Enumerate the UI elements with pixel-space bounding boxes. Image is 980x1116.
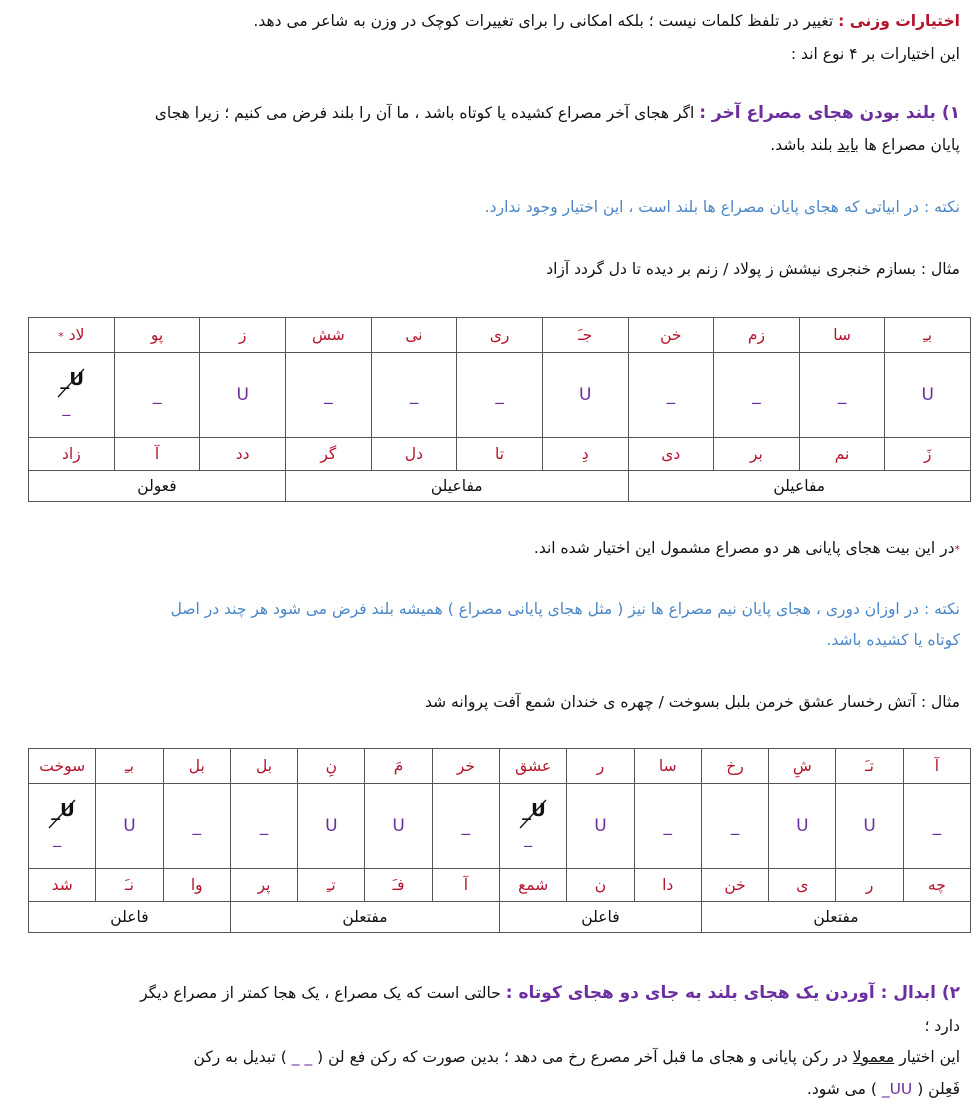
table1-mark-10 [114,353,200,438]
table2-bottom-row [29,869,971,902]
table1-bottom-8: گر [286,438,372,471]
table1-feet-row [29,471,971,502]
section2-line3 [24,1046,960,1068]
section1-text2c: بلند باشد. [770,136,833,154]
table2-bottom-8: آ [432,869,499,902]
table1-top-5: جـَ [542,318,628,353]
table2-top-10: نِ [298,749,365,784]
section1-line1 [24,102,960,124]
table2-top-7: عشق [500,749,567,784]
section2-text4a: فَعِلن ( [917,1080,960,1098]
table2-mark-2 [836,784,903,869]
table1-bottom-4: دی [628,438,714,471]
mark-short: U [863,816,876,836]
mark-long: _ [666,385,676,405]
table1-mark-8 [286,353,372,438]
section2-mark-short-short-long: UU_ [881,1080,913,1098]
table2-bottom-1: چه [903,869,970,902]
table1-bottom-10: آ [114,438,200,471]
table1-top-4: خن [628,318,714,353]
table1-top-8: شش [286,318,372,353]
section2-text3c: در رکن پایانی و هجای ما قبل آخر مصرع رخ می دهد ؛ بدین صورت که رکن فع لن ( [317,1048,848,1066]
table1-mark-1 [885,353,971,438]
section2-line2: دارد ؛ [924,1017,960,1035]
table2-mark-13 [96,784,163,869]
table2-top-4: رخ [701,749,768,784]
table1-top-2: سا [799,318,885,353]
table2-mark-8 [432,784,499,869]
mark-long: _ [495,385,504,405]
section1-text2b: باید [837,136,859,154]
section2-line4 [24,1078,960,1100]
table1-bottom-11: زاد [29,438,115,471]
table1-top-6: ری [457,318,543,353]
table2-top-13: بـِ [96,749,163,784]
note2-line1: نکته : در اوزان دوری ، هجای پایان نیم مصراع ها نیز ( مثل هجای پایانی مصراع ) همیشه بلند فرض می شود هر چند در اصل [170,600,960,618]
table1-mark-5 [542,353,628,438]
table2-top-3: شِ [769,749,836,784]
table1-top-9: ز [200,318,286,353]
table1-mark-3 [714,353,800,438]
table1-top-1: بـِ [885,318,971,353]
table1-bottom-7: دل [371,438,457,471]
mark-short: U [236,385,249,405]
table1-mark-9 [200,353,286,438]
table2-bottom-4: خن [701,869,768,902]
section2-text3b: معمولا [852,1048,895,1066]
table2-bottom-5: دا [634,869,701,902]
section2-text1: حالتی است که یک مصراع ، یک هجا کمتر از مصراع دیگر [140,984,501,1002]
table1-bottom-1: زَ [885,438,971,471]
crossed-short-long-mark [54,363,88,423]
table2-bottom-12: وا [163,869,230,902]
table2-top-6: ر [567,749,634,784]
mark-short: U [123,816,136,836]
section1-text2a: پایان مصراع ها [863,136,960,154]
intro-types: این اختیارات بر ۴ نوع اند : [790,45,960,63]
table2-mark-12 [163,784,230,869]
table1-mark-6 [457,353,543,438]
table2-mark-1 [903,784,970,869]
replacement-long-mark: _ [62,397,71,416]
example2: مثال : آتش رخسار عشق خرمن بلبل بسوخت / چهره ی خندان شمع آفت پروانه شد [425,693,960,711]
mark-short: U [578,385,592,405]
table1-top-3: زم [714,318,800,353]
table2-top-row [29,749,971,784]
table2-mark-11 [230,784,297,869]
table1-top-11-text: لاد [68,326,85,344]
table2-mark-4 [701,784,768,869]
table1-mark-4 [628,353,714,438]
table1-foot-2: مفاعیلن [286,471,629,502]
table2-marks-row [29,784,971,869]
mark-long: _ [461,816,471,836]
table2-foot-2: فاعلن [500,902,702,933]
section1-line2 [24,134,960,156]
example1: مثال : بسازم خنجری نیشش ز پولاد / زنم بر دیده تا دل گردد آزاد [546,260,960,278]
table2-foot-4: فاعلن [29,902,231,933]
table1-bottom-6: تا [457,438,543,471]
table2-bottom-9: فـَ [365,869,432,902]
table2-mark-6 [567,784,634,869]
strike-icon [54,363,88,403]
strike-icon [45,794,79,834]
table1-mark-11 [29,353,115,438]
section2-title: ۲) ابدال : آوردن یک هجای بلند به جای دو هجای کوتاه : [505,983,960,1003]
table2-bottom-13: نـَ [96,869,163,902]
table2-bottom-6: ن [567,869,634,902]
table2-top-12: بل [163,749,230,784]
mark-long: _ [752,385,761,405]
crossed-mark-text: U_ [522,800,546,821]
table2-top-1: آ [903,749,970,784]
table2-foot-3: مفتعلن [230,902,499,933]
star-note [24,537,960,561]
table1-bottom-row [29,438,971,471]
strike-icon [516,794,550,834]
table1-bottom-5: دِ [542,438,628,471]
table2-bottom-2: ر [836,869,903,902]
table2-top-2: تـَ [836,749,903,784]
crossed-short-long-mark [45,794,79,854]
intro-text: تغییر در تلفظ کلمات نیست ؛ بلکه امکانی را برای تغییرات کوچک در وزن به شاعر می دهد. [253,12,834,30]
table2-bottom-10: تـِ [298,869,365,902]
table2-top-11: بل [230,749,297,784]
note1: نکته : در ابیاتی که هجای پایان مصراع ها بلند است ، این اختیار وجود ندارد. [484,198,960,216]
table1-top-7: نی [371,318,457,353]
table2-top-5: سا [634,749,701,784]
section2-text4b: ) می شود. [806,1080,877,1098]
section1-title: ۱) بلند بودن هجای مصراع آخر : [699,103,960,123]
intro-line [24,10,960,32]
table1-top-row [29,318,971,353]
table2-top-14: سوخت [29,749,96,784]
table2-bottom-14: شد [29,869,96,902]
star-note-text: در این بیت هجای پایانی هر دو مصراع مشمول این اختیار شده اند. [533,539,955,557]
table1-marks-row [29,353,971,438]
replacement-long-mark: _ [53,828,62,847]
mark-long: _ [663,816,672,836]
table2-mark-5 [634,784,701,869]
mark-long: _ [932,816,942,836]
meter-table-2 [28,748,971,933]
section1-text1: اگر هجای آخر مصراع کشیده یا کوتاه باشد ، ما آن را بلند فرض می کنیم ؛ زیرا هجای [154,104,695,122]
star-note-star: * [954,543,960,556]
mark-long: _ [324,385,333,405]
table1-foot-1: مفاعیلن [628,471,971,502]
table1-bottom-9: دد [200,438,286,471]
table2-feet-row [29,902,971,933]
mark-long: _ [837,385,847,405]
table1-mark-2 [799,353,885,438]
intro-title: اختیارات وزنی : [838,12,960,30]
crossed-mark-text: U_ [60,369,84,390]
mark-short: U [594,816,607,836]
table2-top-9: مَ [365,749,432,784]
mark-short: U [392,816,405,836]
table1-foot-3: فعولن [29,471,286,502]
section2-line1 [24,982,960,1004]
table2-foot-1: مفتعلن [701,902,970,933]
table2-bottom-11: پر [230,869,297,902]
table2-mark-3 [769,784,836,869]
table2-mark-14 [29,784,96,869]
table1-star: * [58,330,64,343]
table2-top-8: خر [432,749,499,784]
crossed-mark-text: U_ [51,800,75,821]
replacement-long-mark: _ [524,828,533,847]
mark-long: _ [259,816,269,836]
table2-bottom-3: ی [769,869,836,902]
table1-top-11 [29,318,115,353]
mark-short: U [325,816,338,836]
table1-mark-7 [371,353,457,438]
table2-mark-10 [298,784,365,869]
mark-long: _ [152,385,162,405]
mark-long: _ [192,816,202,836]
section2-text3a: این اختیار [899,1048,960,1066]
mark-short: U [921,385,934,405]
mark-long: _ [409,385,419,405]
mark-short: U [796,816,809,836]
note2-line2: کوتاه یا کشیده باشد. [826,631,960,649]
table1-bottom-2: نم [799,438,885,471]
table2-mark-9 [365,784,432,869]
table2-bottom-7: شمع [500,869,567,902]
section2-text3d: ) تبدیل به رکن [193,1048,287,1066]
mark-long: _ [730,816,740,836]
crossed-short-long-mark [516,794,550,854]
table1-bottom-3: بر [714,438,800,471]
table2-mark-7 [500,784,567,869]
table1-top-10: پو [114,318,200,353]
meter-table-1 [28,317,971,502]
section2-mark-long-long: _ _ [291,1048,313,1066]
